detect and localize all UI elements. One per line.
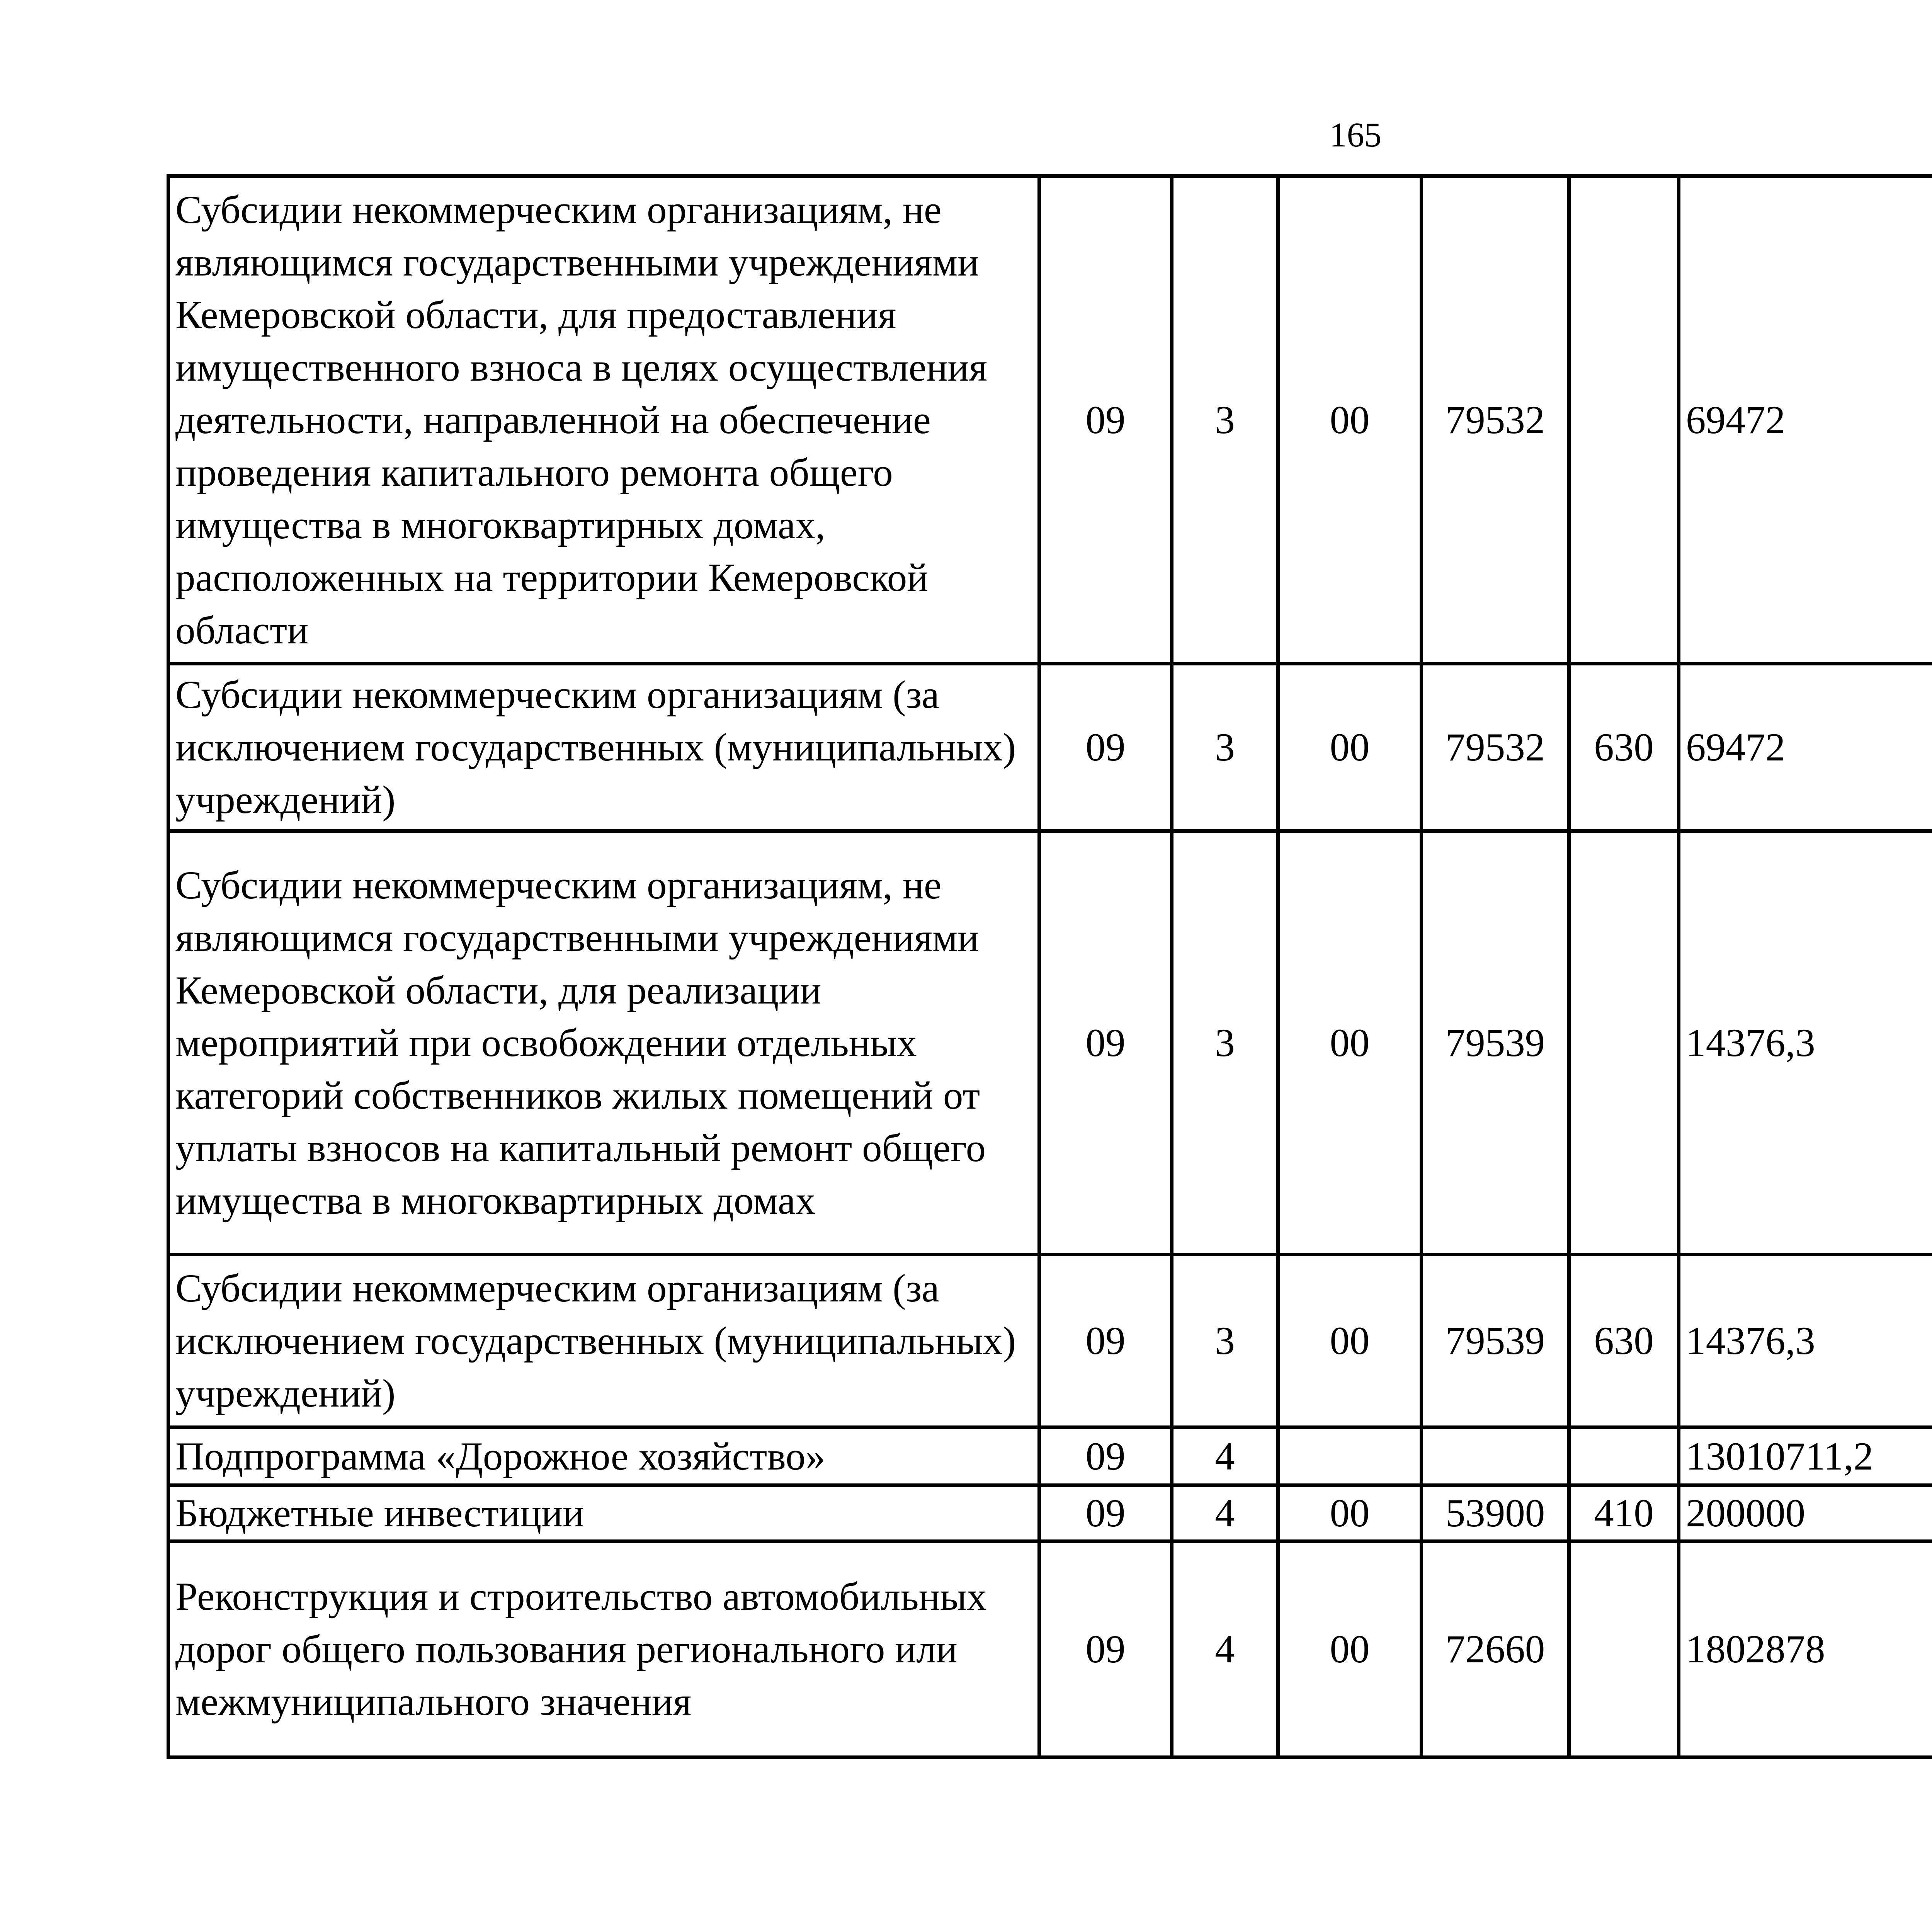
subsection-code: 3 — [1172, 831, 1278, 1255]
amount-year-1: 1802878 — [1679, 1541, 1932, 1757]
item-code: 79532 — [1422, 176, 1569, 664]
table-row — [168, 831, 1932, 1255]
amount-year-1: 13010711,2 — [1679, 1427, 1932, 1485]
section-code: 09 — [1039, 176, 1172, 664]
expense-type-code: 630 — [1569, 664, 1679, 831]
subsection-code: 3 — [1172, 664, 1278, 831]
section-code: 09 — [1039, 1255, 1172, 1427]
expense-type-code — [1569, 1427, 1679, 1485]
program-code: 00 — [1278, 831, 1422, 1255]
row-name: Субсидии некоммерческим организациям, не являющимся государственными учреждениями Кемеровской области, для реализации мероприятий при освобождении отдельных категорий собственников жилых помещений от уплаты взносов на капитальный ремонт общего имущества в многоквартирных домах — [168, 831, 1039, 1255]
amount-year-1: 69472 — [1679, 176, 1932, 664]
item-code: 79539 — [1422, 1255, 1569, 1427]
item-code: 72660 — [1422, 1541, 1569, 1757]
amount-year-1: 14376,3 — [1679, 831, 1932, 1255]
section-code: 09 — [1039, 831, 1172, 1255]
table-row — [168, 1255, 1932, 1427]
amount-year-1: 69472 — [1679, 664, 1932, 831]
row-name: Субсидии некоммерческим организациям (за исключением государственных (муниципальных) учреждений) — [168, 664, 1039, 831]
item-code: 79532 — [1422, 664, 1569, 831]
budget-table — [167, 174, 1932, 1759]
expense-type-code — [1569, 831, 1679, 1255]
table-row — [168, 1427, 1932, 1485]
row-name: Реконструкция и строительство автомобильных дорог общего пользования регионального или межмуниципального значения — [168, 1541, 1039, 1757]
expense-type-code — [1569, 1541, 1679, 1757]
item-code — [1422, 1427, 1569, 1485]
program-code: 00 — [1278, 1485, 1422, 1541]
table-row — [168, 1541, 1932, 1757]
section-code: 09 — [1039, 664, 1172, 831]
table-row — [168, 1485, 1932, 1541]
table-row — [168, 176, 1932, 664]
expense-type-code: 410 — [1569, 1485, 1679, 1541]
program-code: 00 — [1278, 1541, 1422, 1757]
row-name: Подпрограмма «Дорожное хозяйство» — [168, 1427, 1039, 1485]
section-code: 09 — [1039, 1541, 1172, 1757]
item-code: 79539 — [1422, 831, 1569, 1255]
page-number: 165 — [1329, 116, 1382, 154]
section-code: 09 — [1039, 1485, 1172, 1541]
expense-type-code: 630 — [1569, 1255, 1679, 1427]
program-code: 00 — [1278, 176, 1422, 664]
section-code: 09 — [1039, 1427, 1172, 1485]
subsection-code: 3 — [1172, 176, 1278, 664]
program-code: 00 — [1278, 664, 1422, 831]
program-code — [1278, 1427, 1422, 1485]
row-name: Бюджетные инвестиции — [168, 1485, 1039, 1541]
item-code: 53900 — [1422, 1485, 1569, 1541]
subsection-code: 3 — [1172, 1255, 1278, 1427]
row-name: Субсидии некоммерческим организациям (за исключением государственных (муниципальных) учреждений) — [168, 1255, 1039, 1427]
subsection-code: 4 — [1172, 1427, 1278, 1485]
subsection-code: 4 — [1172, 1485, 1278, 1541]
expense-type-code — [1569, 176, 1679, 664]
program-code: 00 — [1278, 1255, 1422, 1427]
row-name: Субсидии некоммерческим организациям, не являющимся государственными учреждениями Кемеровской области, для предоставления имущественного взноса в целях осуществления деятельности, направленной на обеспечение проведения капитального ремонта общего имущества в многоквартирных домах, расположенных на территории Кемеровской области — [168, 176, 1039, 664]
amount-year-1: 200000 — [1679, 1485, 1932, 1541]
subsection-code: 4 — [1172, 1541, 1278, 1757]
amount-year-1: 14376,3 — [1679, 1255, 1932, 1427]
table-row — [168, 664, 1932, 831]
